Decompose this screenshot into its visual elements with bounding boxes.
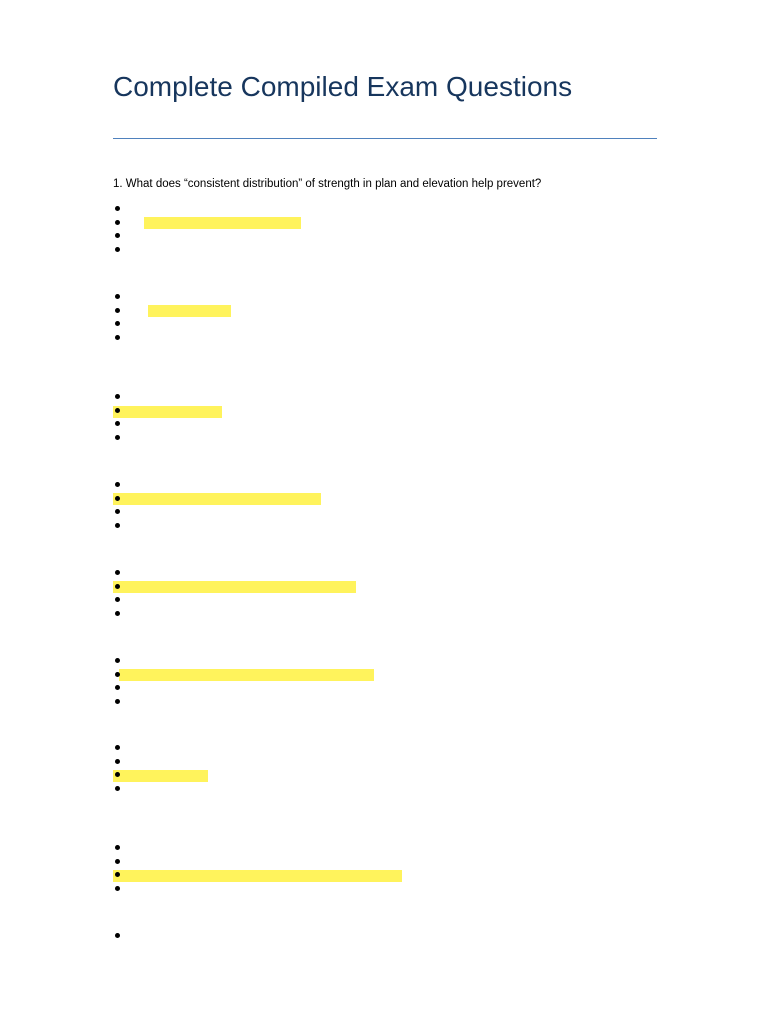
bullet-icon: [115, 435, 120, 440]
bullet-icon: [115, 933, 120, 938]
bullet-icon: [115, 699, 120, 704]
bullet-icon: [115, 308, 120, 313]
bullet-icon: [115, 206, 120, 211]
answer-highlight: [113, 581, 356, 593]
bullet-icon: [115, 859, 120, 864]
bullet-icon: [115, 247, 120, 252]
bullet-icon: [115, 570, 120, 575]
bullet-icon: [115, 759, 120, 764]
bullet-icon: [115, 523, 120, 528]
bullet-icon: [115, 772, 120, 777]
bullet-icon: [115, 294, 120, 299]
question-text: 1. What does “consistent distribution” of strength in plan and elevation help prevent?: [113, 178, 542, 190]
bullet-icon: [115, 611, 120, 616]
answer-highlight: [113, 770, 208, 782]
bullet-icon: [115, 496, 120, 501]
answer-highlight: [113, 406, 222, 418]
page-title: Complete Compiled Exam Questions: [113, 71, 573, 102]
bullet-icon: [115, 685, 120, 690]
answer-highlight: [144, 217, 301, 229]
bullet-icon: [115, 658, 120, 663]
answer-highlight: [119, 669, 374, 681]
answer-highlight: [113, 870, 402, 882]
bullet-icon: [115, 482, 120, 487]
bullet-icon: [115, 672, 120, 677]
bullet-icon: [115, 220, 120, 225]
bullet-icon: [115, 421, 120, 426]
answer-highlight: [148, 305, 231, 317]
bullet-icon: [115, 394, 120, 399]
bullet-icon: [115, 335, 120, 340]
bullet-icon: [115, 584, 120, 589]
bullet-icon: [115, 408, 120, 413]
bullet-icon: [115, 845, 120, 850]
bullet-icon: [115, 872, 120, 877]
title-underline: [113, 138, 657, 139]
bullet-icon: [115, 321, 120, 326]
answer-highlight: [113, 493, 321, 505]
bullet-icon: [115, 597, 120, 602]
bullet-icon: [115, 886, 120, 891]
bullet-icon: [115, 233, 120, 238]
bullet-icon: [115, 509, 120, 514]
bullet-icon: [115, 786, 120, 791]
bullet-icon: [115, 745, 120, 750]
